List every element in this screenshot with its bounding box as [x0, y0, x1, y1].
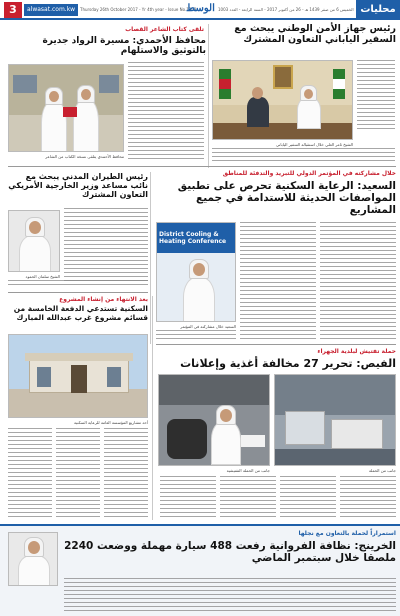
photo-housing-building: [8, 334, 148, 418]
body-text: [160, 476, 216, 520]
section-rule: [156, 344, 396, 345]
headline-municipality: الفيص: تحرير 27 مخالفة أغذية وإعلانات: [180, 357, 396, 370]
photo-aviation-official: [8, 210, 60, 272]
kicker-municipality: حملة تفتيش لبلدية الجهراء: [317, 348, 396, 355]
kicker-banner: استمراراً لحملة بالتعاون مع نجلها: [298, 530, 396, 537]
body-text: [240, 222, 316, 342]
caption-security: الشيخ ثامر العلي خلال استقباله السفير الياباني: [275, 142, 353, 147]
page-header: [0, 0, 400, 20]
headline-banner: الخرينج: نظافة الفروانية رفعت 488 سيارة مهملة ووضعت 2240 ملصقا خلال سبتمبر الماضي: [64, 540, 396, 565]
section-tab: محليات: [356, 0, 400, 20]
kicker-ahmadi: تلقى كتاب الشاعر القصاب: [125, 26, 204, 33]
kicker-housing: خلال مشاركته في المؤتمر الدولي للتبريد والتدفئة للمناطق: [222, 170, 396, 177]
caption-ahmadi: محافظ الأحمدي يتلقى نسخة الكتاب من الشاعر: [45, 154, 124, 159]
site-url[interactable]: alwasat.com.kw: [24, 4, 78, 16]
body-text: [64, 208, 148, 284]
body-text: [104, 428, 148, 518]
caption-fifth-batch: أحد مشاريع المؤسسة العامة للرعاية السكنية: [74, 420, 148, 425]
paper-logo: الوسط: [186, 3, 215, 14]
body-text: [56, 428, 100, 518]
caption-municipality-right: جانب من الحملة: [368, 468, 396, 473]
caption-municipality-left: جانب من الحملة التفتيشية: [226, 468, 270, 473]
story-banner: [0, 524, 400, 616]
column-divider: [208, 24, 209, 168]
section-rule: [8, 166, 396, 167]
headline-security: رئيس جهاز الأمن الوطني يبحث مع السفير الياباني التعاون المشترك: [234, 23, 396, 45]
photo-conference: [156, 222, 236, 322]
photo-ahmadi-book: [8, 64, 124, 152]
headline-aviation: رئيس الطيران المدني يبحث مع نائب مساعد وزير الخارجية الأمريكي التعاون المشترك: [8, 172, 148, 200]
caption-aviation: الشيخ سلمان الحمود: [25, 274, 60, 279]
body-text: [8, 428, 52, 518]
photo-security-meeting: [212, 60, 353, 140]
headline-housing: السعيد: الرعاية السكنية تحرص على تطبيق المواصفات الحديثة للاستدامة في جميع المشاريع: [177, 180, 396, 217]
body-text: [156, 330, 236, 342]
caption-housing: السعيد خلال مشاركته في المؤتمر: [180, 324, 236, 329]
kicker-fifth-batch: بعد الانتهاء من إنشاء المشروع: [59, 296, 148, 303]
headline-ahmadi: محافظ الأحمدي: مسيرة الرواد جديرة بالتوثيق والاستلهام: [42, 36, 206, 57]
section-rule: [8, 292, 148, 293]
conference-sign: District Cooling & Heating Conference: [159, 231, 227, 245]
photo-inspection-office: [158, 374, 270, 466]
dateline-arabic: الخميس 6 من صفر 1439 هـ - 26 من أكتوبر 2017 - السنة الرابعة - العدد 1003: [218, 7, 354, 12]
body-text: [128, 62, 204, 160]
column-divider: [150, 172, 151, 344]
photo-inspection-market: [274, 374, 396, 466]
photo-banner-official: [8, 532, 58, 586]
body-text: [212, 148, 395, 164]
dateline-english: Thursday 26th October 2017 - Yr 4th year - Issue No.1003: [80, 7, 197, 12]
body-text: [320, 222, 396, 342]
body-text: [280, 476, 336, 520]
body-text: [220, 476, 276, 520]
headline-fifth-batch: السكنية تستدعي الدفعة الخامسة من قسائم مشروع غرب عبدالله المبارك: [13, 304, 148, 322]
column-divider: [152, 296, 153, 520]
body-text: [8, 280, 148, 288]
body-text: [64, 578, 396, 614]
body-text: [340, 476, 396, 520]
page-number: 3: [4, 2, 22, 18]
body-text: [357, 60, 395, 132]
